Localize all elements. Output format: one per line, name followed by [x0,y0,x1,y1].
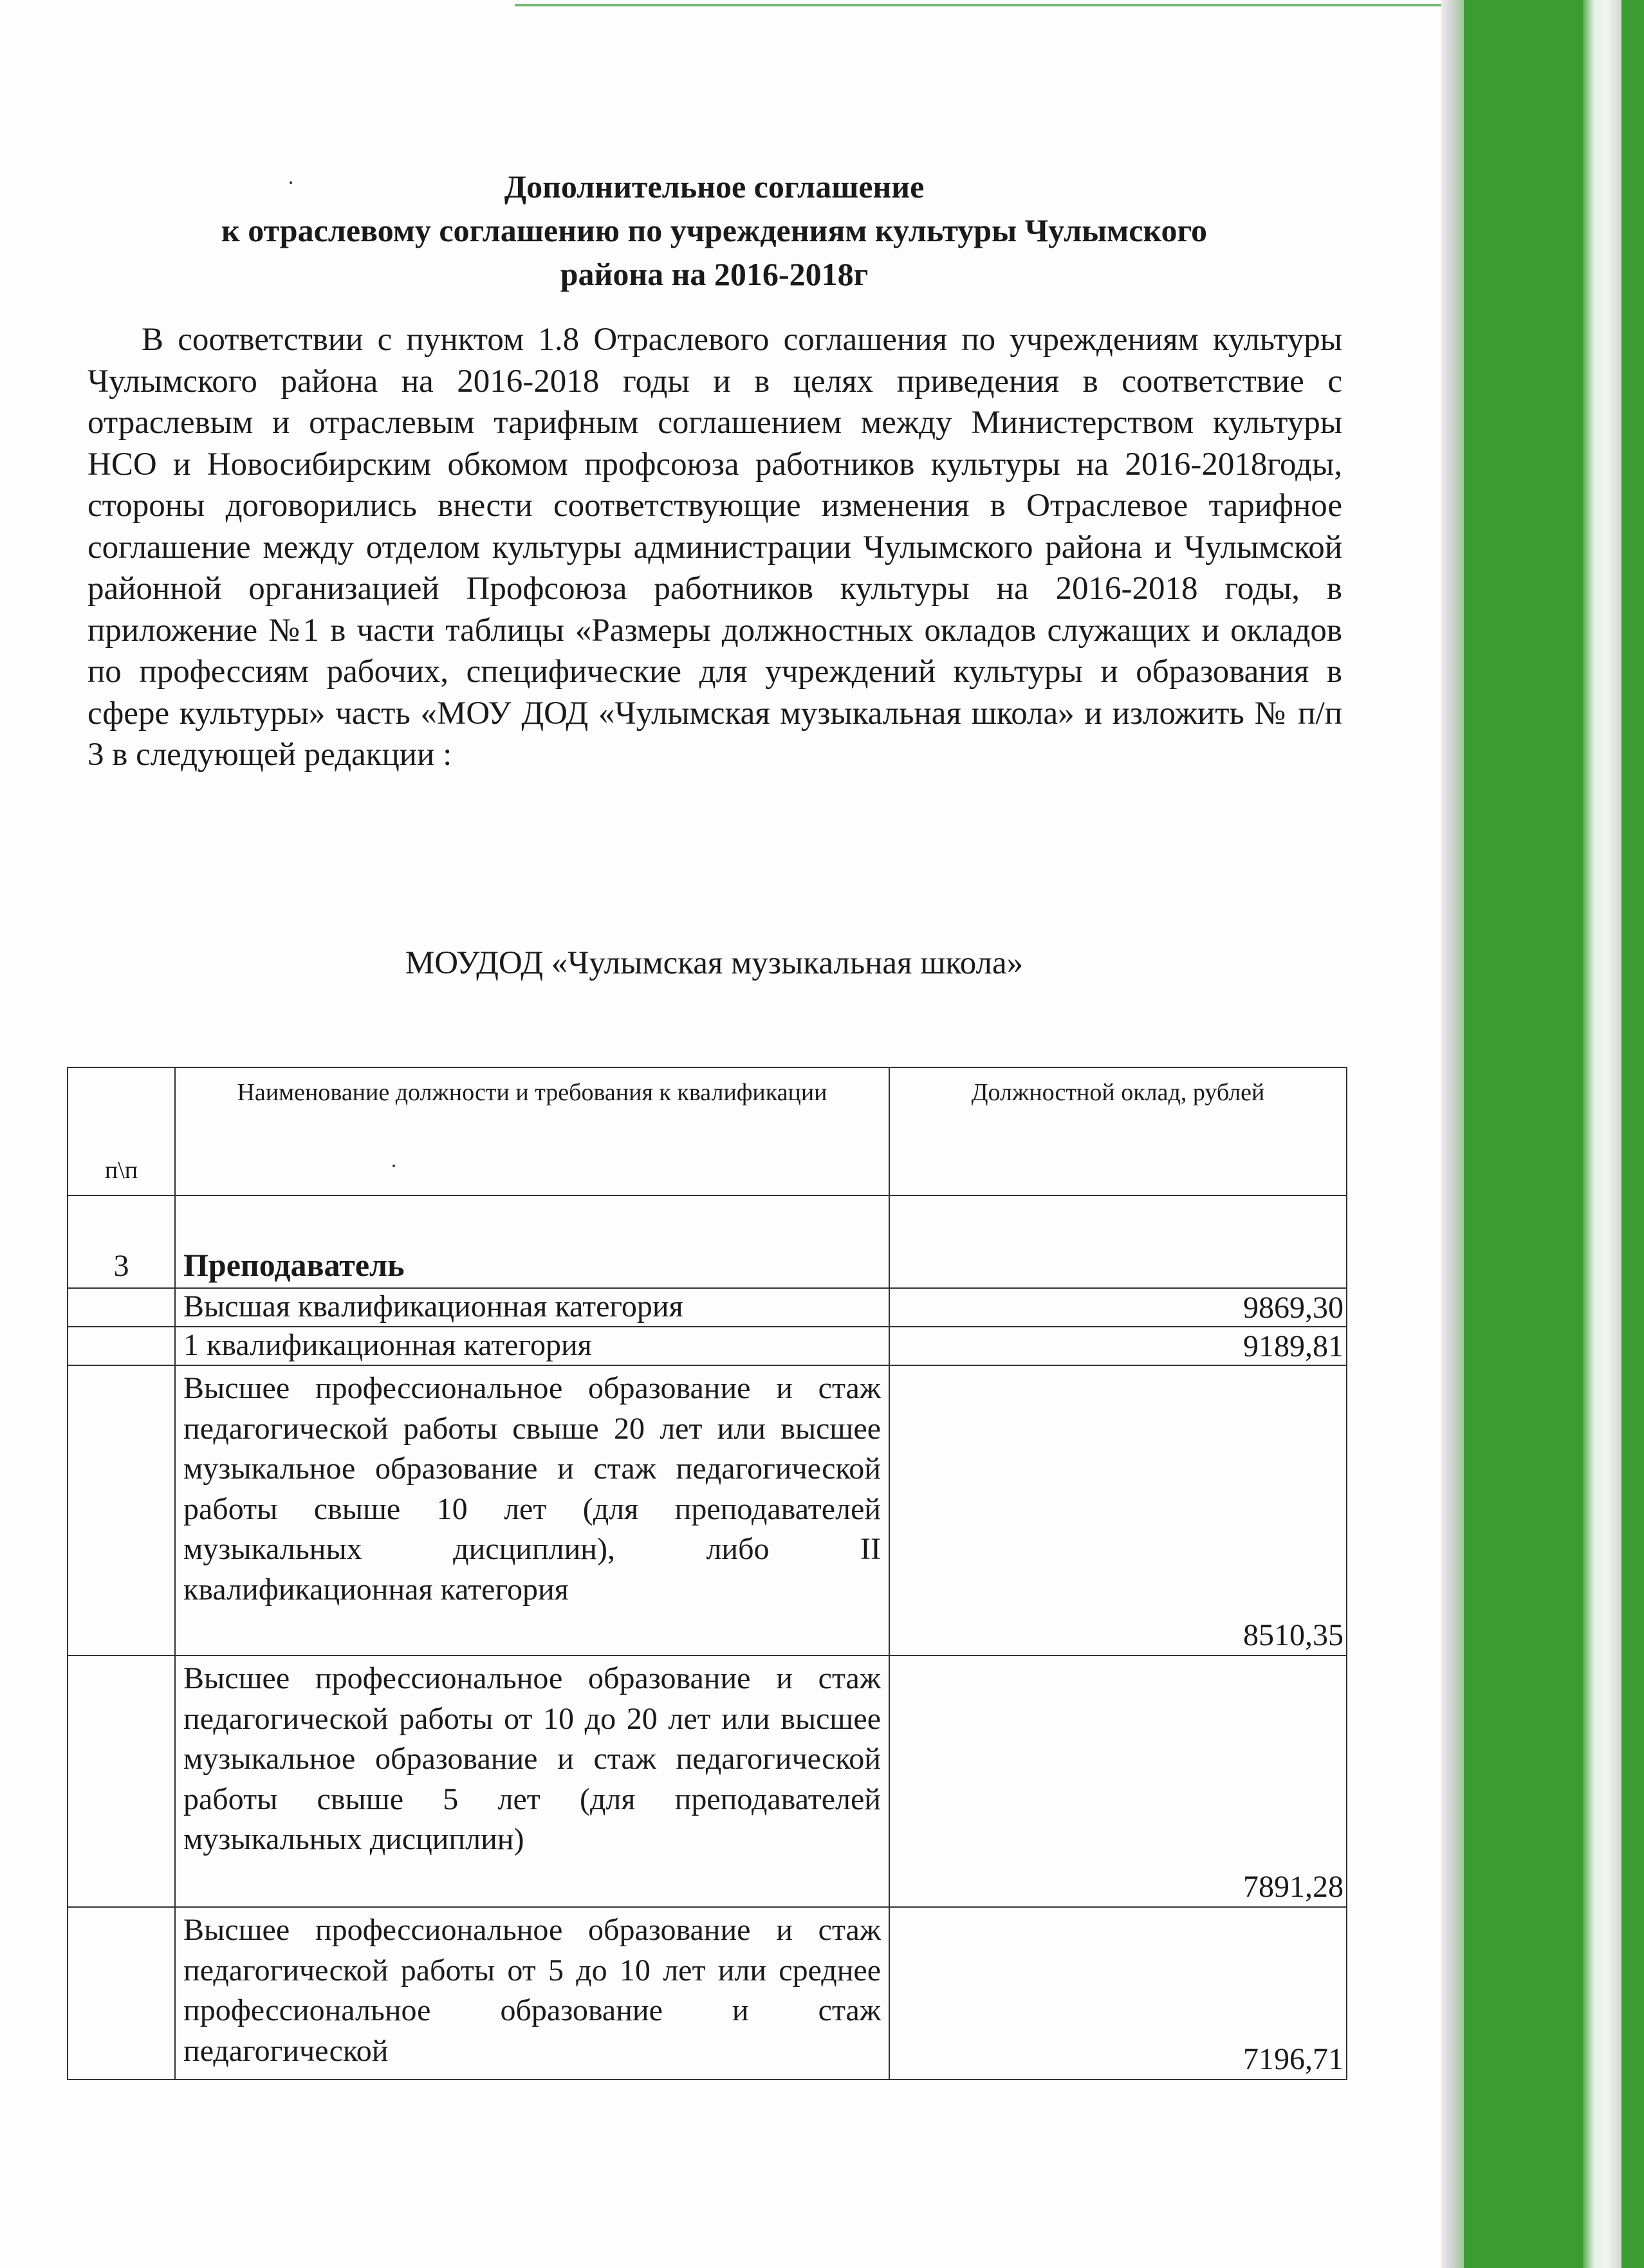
header-salary: Должностной оклад, рублей [889,1067,1347,1195]
row-position: Высшее профессиональное образование и стаж педагогической работы от 5 до 10 лет или среднее профессиональное образование и стаж педагогической [175,1907,889,2079]
table-row [68,1365,1347,1655]
title-line-3: района на 2016-2018г [560,256,869,292]
scan-speck [290,181,292,184]
row-position: Высшее профессиональное образование и стаж педагогической работы свыше 20 лет или высшее музыкальное образование и стаж педагогической работы свыше 10 лет (для преподавателей музыкальных дисциплин), либо II квалификационная категория [175,1365,889,1655]
body-paragraph [88,319,1342,776]
row-position: Высшее профессиональное образование и стаж педагогической работы от 10 до 20 лет или высшее музыкальное образование и стаж педагогической работы свыше 5 лет (для преподавателей музыкальных дисциплин) [175,1655,889,1907]
header-position: Наименование должности и требования к квалификации [175,1067,889,1195]
body-text: В соответствии с пунктом 1.8 Отраслевого соглашения по учреждениям культуры Чулымского района на 2016-2018 годы и в целях приведения в соответствие с отраслевым и отраслевым тарифным соглашением между Министерством культуры НСО и Новосибирским обкомом профсоюза работников культуры на 2016-2018годы, стороны договорились внести соответствующие изменения в Отраслевое тарифное соглашение между отделом культуры администрации Чулымского района и Чулымской районной организацией Профсоюза работников культуры на 2016-2018 годы, в приложение №1 в части таблицы «Размеры должностных окладов служащих и окладов по профессиям рабочих, специфические для учреждений культуры и образования в сфере культуры» часть «МОУ ДОД «Чулымская музыкальная школа» и изложить № п/п 3 в следующей редакции : [88,322,1342,773]
binder-edge [1441,0,1464,2268]
table-row-main [68,1195,1347,1288]
row-num: 3 [68,1195,175,1288]
row-salary: 7196,71 [889,1907,1347,2079]
row-salary-empty [889,1195,1347,1288]
salary-table [67,1067,1346,2080]
row-salary: 7891,28 [889,1655,1347,1907]
row-salary: 8510,35 [889,1365,1347,1655]
title-line-1: Дополнительное соглашение [504,169,925,205]
table-row [68,1655,1347,1907]
row-position-title: Преподаватель [175,1195,889,1288]
table-row [68,1288,1347,1327]
row-salary: 9869,30 [889,1288,1347,1327]
table-row [68,1327,1347,1365]
table-row [68,1907,1347,2079]
row-position: Высшая квалификационная категория [175,1288,889,1327]
title-line-2: к отраслевому соглашению по учреждениям культуры Чулымского [221,212,1208,248]
school-heading: МОУДОД «Чулымская музыкальная школа» [405,945,1024,981]
top-edge-line [515,4,1454,6]
table-header-row [68,1067,1347,1195]
page-stack-edge [1583,0,1621,2268]
scan-speck [393,1165,395,1167]
header-num: п\п [68,1067,175,1195]
row-salary: 9189,81 [889,1327,1347,1365]
row-position: 1 квалификационная категория [175,1327,889,1365]
